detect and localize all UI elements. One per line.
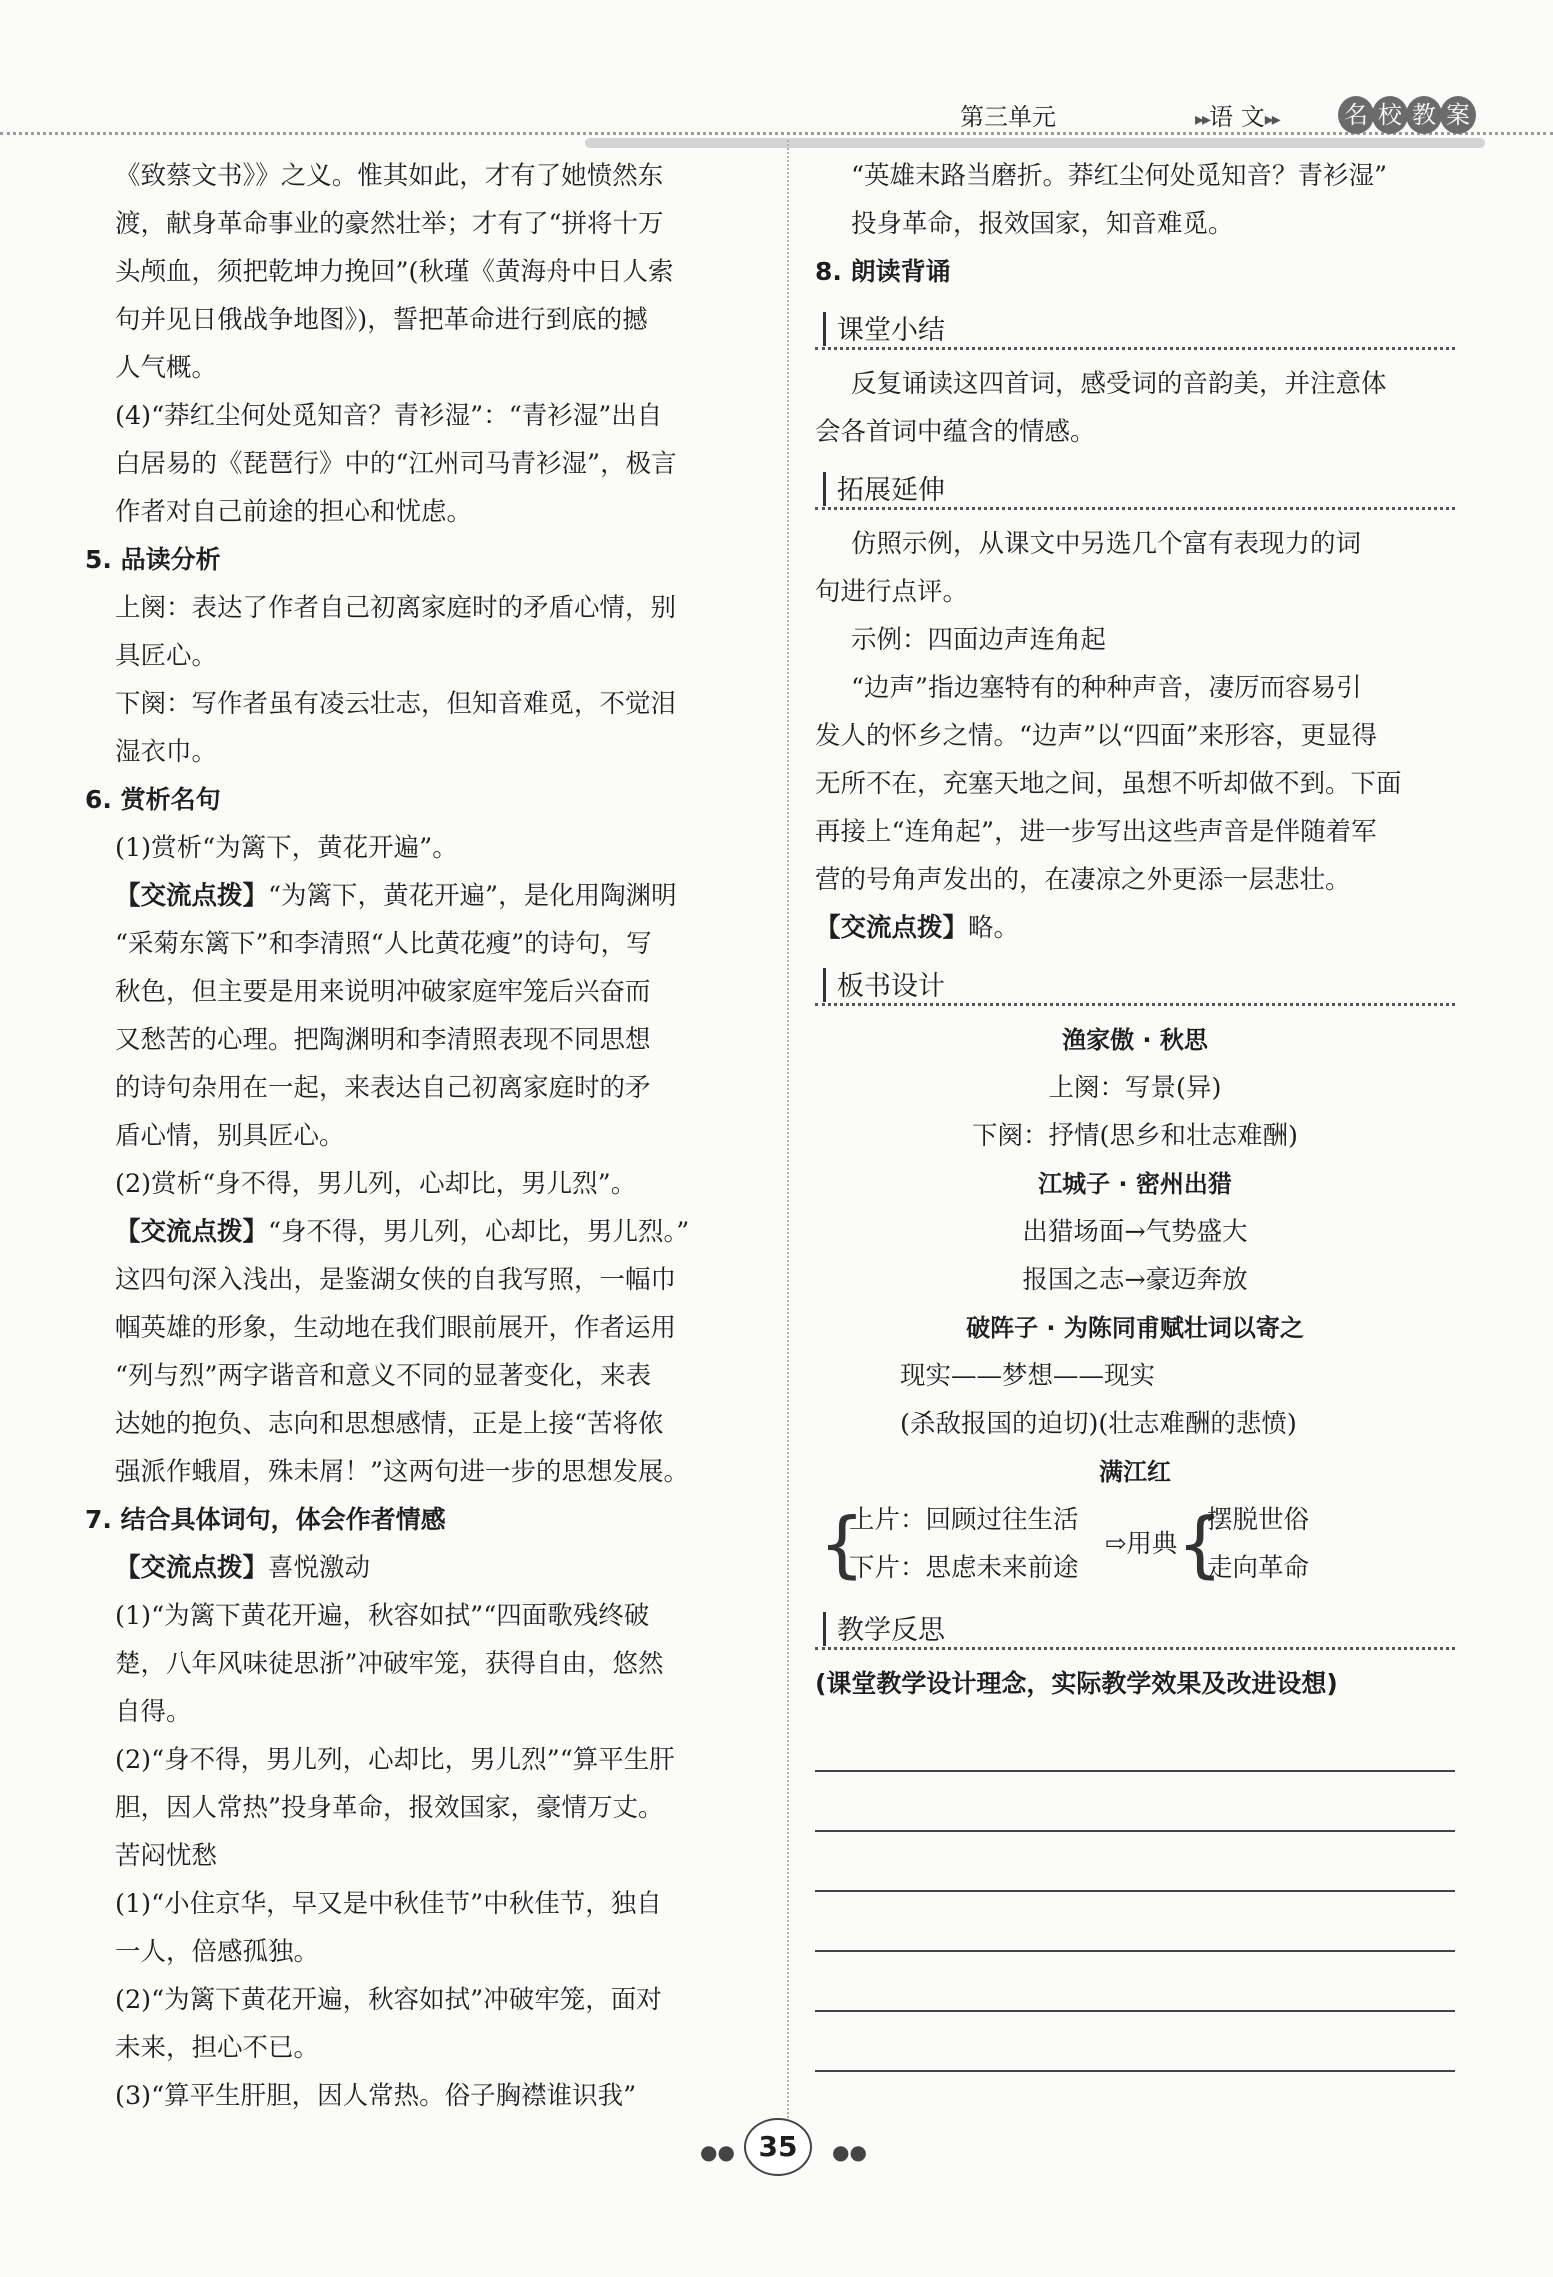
extension-explain: “边声”指边塞特有的种种声音，凄厉而容易引 — [851, 673, 1362, 703]
heading-5: 5. 品读分析 — [85, 545, 221, 574]
write-line[interactable] — [815, 1892, 1455, 1952]
answer-6-2-line: “列与烈”两字谐音和意义不同的显著变化，来表 — [115, 1361, 652, 1391]
answer-6-1-line: “采菊东篱下”和李清照“人比黄花瘦”的诗句，写 — [115, 929, 652, 959]
write-line[interactable] — [815, 1712, 1455, 1772]
answer-6-1-line: 又愁苦的心理。把陶渊明和李清照表现不同思想 — [115, 1025, 651, 1055]
board-r-down: 走向革命 — [1207, 1553, 1310, 1583]
extension-text: 仿照示例，从课文中另选几个富有表现力的词 — [851, 529, 1362, 559]
answer-7b-line: (2)“为篱下黄花开遍，秋容如拭”冲破牢笼，面对 — [115, 1985, 662, 2015]
section-extension: 拓展延伸 — [815, 464, 1455, 514]
section-reflection: 教学反思 — [815, 1604, 1455, 1654]
board-line: (杀敌报国的迫切)(壮志难酬的悲愤) — [900, 1409, 1297, 1439]
right-cont-line: 投身革命，报效国家，知音难觅。 — [851, 209, 1234, 239]
board-manjianghong — [815, 1496, 1455, 1596]
extension-explain: 再接上“连角起”，进一步写出这些声音是伴随着军 — [815, 817, 1377, 847]
board-line: 下阕：抒情(思乡和壮志难酬) — [972, 1121, 1298, 1151]
answer-7-line: 胆，因人常热”投身革命，报效国家，豪情万丈。 — [115, 1793, 664, 1823]
board-mid: ⇨用典 — [1105, 1529, 1178, 1559]
heading-7: 7. 结合具体词句，体会作者情感 — [85, 1505, 446, 1534]
answer-7b-line: (3)“算平生肝胆，因人常热。俗子胸襟谁识我” — [115, 2081, 637, 2111]
header-rule — [0, 132, 1553, 135]
write-line[interactable] — [815, 2012, 1455, 2072]
write-line[interactable] — [815, 1772, 1455, 1832]
answer-7-line: (1)“为篱下黄花开遍，秋容如拭”“四面歌残终破 — [115, 1601, 650, 1631]
answer-7b-line: (1)“小住京华，早又是中秋佳节”中秋佳节，独自 — [115, 1889, 662, 1919]
answer-6-1-line: 秋色，但主要是用来说明冲破家庭牢笼后兴奋而 — [115, 977, 651, 1007]
board-line: 出猎场面→气势盛大 — [1022, 1217, 1248, 1247]
question-6-1: (1)赏析“为篱下，黄花开遍”。 — [115, 833, 458, 863]
board-title-2: 江城子 · 密州出猎 — [1038, 1170, 1232, 1198]
page-dots-left: ●● — [700, 2140, 735, 2164]
unit-title: 第三单元 — [960, 103, 1056, 131]
subject-label: ▸▸语 文▸▸ — [1195, 103, 1279, 131]
heading-8: 8. 朗读背诵 — [815, 257, 951, 286]
page-header — [0, 0, 1553, 150]
board-line: 上阕：写景(异) — [1048, 1073, 1222, 1103]
header-band — [585, 138, 1485, 148]
extension-text: 句进行点评。 — [815, 577, 969, 607]
reflection-prompt: (课堂教学设计理念，实际教学效果及改进设想) — [815, 1669, 1338, 1698]
section-summary: 课堂小结 — [815, 304, 1455, 354]
extension-explain: 营的号角声发出的，在凄凉之外更添一层悲壮。 — [815, 865, 1351, 895]
board-down: 下片：思虑未来前途 — [849, 1553, 1079, 1583]
answer-6-2-line-1: 【交流点拨】“身不得，男儿列，心却比，男儿烈。” — [115, 1217, 690, 1247]
answer-7-line: 自得。 — [115, 1697, 192, 1727]
answer-6-1-line: 盾心情，别具匠心。 — [115, 1121, 345, 1151]
question-6-2: (2)赏析“身不得，男儿列，心却比，男儿烈”。 — [115, 1169, 637, 1199]
answer-7-line: (2)“身不得，男儿列，心却比，男儿烈”“算平生肝 — [115, 1745, 675, 1775]
board-title-4: 满江红 — [1099, 1458, 1171, 1486]
write-line[interactable] — [815, 1952, 1455, 2012]
extension-tip: 【交流点拨】略。 — [815, 913, 1020, 943]
section-board-design: 板书设计 — [815, 960, 1455, 1010]
page-dots-right: ●● — [832, 2140, 867, 2164]
board-title-1: 渔家傲 · 秋思 — [1062, 1026, 1208, 1054]
answer-6-1-line: 的诗句杂用在一起，来表达自己初离家庭时的矛 — [115, 1073, 651, 1103]
text-5b-1: 下阕：写作者虽有凌云壮志，但知音难觅，不觉泪 — [115, 689, 677, 719]
brand-logo: 名 校 教 案 — [1338, 96, 1474, 136]
reflection-lines[interactable] — [815, 1712, 1455, 2072]
heading-6: 6. 赏析名句 — [85, 785, 221, 814]
answer-6-2-line: 强派作蛾眉，殊未屑！”这两句进一步的思想发展。 — [115, 1457, 690, 1487]
answer-7-head: 【交流点拨】喜悦激动 — [115, 1553, 371, 1583]
board-title-3: 破阵子 · 为陈同甫赋壮词以寄之 — [966, 1314, 1304, 1342]
answer-7b-line: 未来，担心不已。 — [115, 2033, 320, 2063]
paragraph-qingshanshi: (4)“莽红尘何处觅知音？青衫湿”：“青衫湿”出自 白居易的《琵琶行》中的“江州司马青衫湿”，极言 作者对自己前途的担心和忧虑。 — [115, 401, 677, 527]
answer-6-2-line: 这四句深入浅出，是鉴湖女侠的自我写照，一幅巾 — [115, 1265, 677, 1295]
answer-7-subhead: 苦闷忧愁 — [115, 1841, 218, 1871]
right-column — [815, 152, 1455, 2072]
answer-6-1-line-1: 【交流点拨】“为篱下，黄花开遍”，是化用陶渊明 — [115, 881, 677, 911]
left-brace: { — [819, 1502, 865, 1586]
right-brace: { — [1177, 1502, 1223, 1586]
answer-7b-line: 一人，倍感孤独。 — [115, 1937, 320, 1967]
board-line: 报国之志→豪迈奔放 — [1022, 1265, 1248, 1295]
write-line[interactable] — [815, 1832, 1455, 1892]
board-r-up: 摆脱世俗 — [1207, 1505, 1310, 1535]
summary-text: 会各首词中蕴含的情感。 — [815, 417, 1096, 447]
answer-7-line: 楚，八年风味徒思浙”冲破牢笼，获得自由，悠然 — [115, 1649, 664, 1679]
summary-text: 反复诵读这四首词，感受词的音韵美，并注意体 — [851, 369, 1387, 399]
board-design — [815, 1016, 1455, 1596]
page-number: 35 — [738, 2118, 818, 2178]
answer-6-2-line: 帼英雄的形象，生动地在我们眼前展开，作者运用 — [115, 1313, 677, 1343]
paragraph-qiujin: 《致蔡文书》》之义。惟其如此，才有了她愤然东 渡，献身革命事业的豪然壮举；才有了“拼将十万 头颅血，须把乾坤力挽回”(秋瑾《黄海舟中日人索 句并见日俄战争地图》)，誓把革命进行到底的撼 人气概。 — [115, 161, 674, 383]
left-column — [85, 152, 765, 2120]
board-line: 现实——梦想——现实 — [900, 1361, 1156, 1391]
extension-example: 示例：四面边声连角起 — [851, 625, 1107, 655]
column-divider — [787, 140, 789, 2150]
answer-6-2-line: 达她的抱负、志向和思想感情，正是上接“苦将侬 — [115, 1409, 664, 1439]
right-cont-line: “英雄末路当磨折。莽红尘何处觅知音？青衫湿” — [851, 161, 1388, 191]
text-5b-2: 湿衣巾。 — [115, 737, 218, 767]
text-5a-2: 具匠心。 — [115, 641, 218, 671]
extension-explain: 发人的怀乡之情。“边声”以“四面”来形容，更显得 — [815, 721, 1378, 751]
board-up: 上片：回顾过往生活 — [849, 1505, 1079, 1535]
extension-explain: 无所不在，充塞天地之间，虽想不听却做不到。下面 — [815, 769, 1402, 799]
text-5a-1: 上阕：表达了作者自己初离家庭时的矛盾心情，别 — [115, 593, 677, 623]
